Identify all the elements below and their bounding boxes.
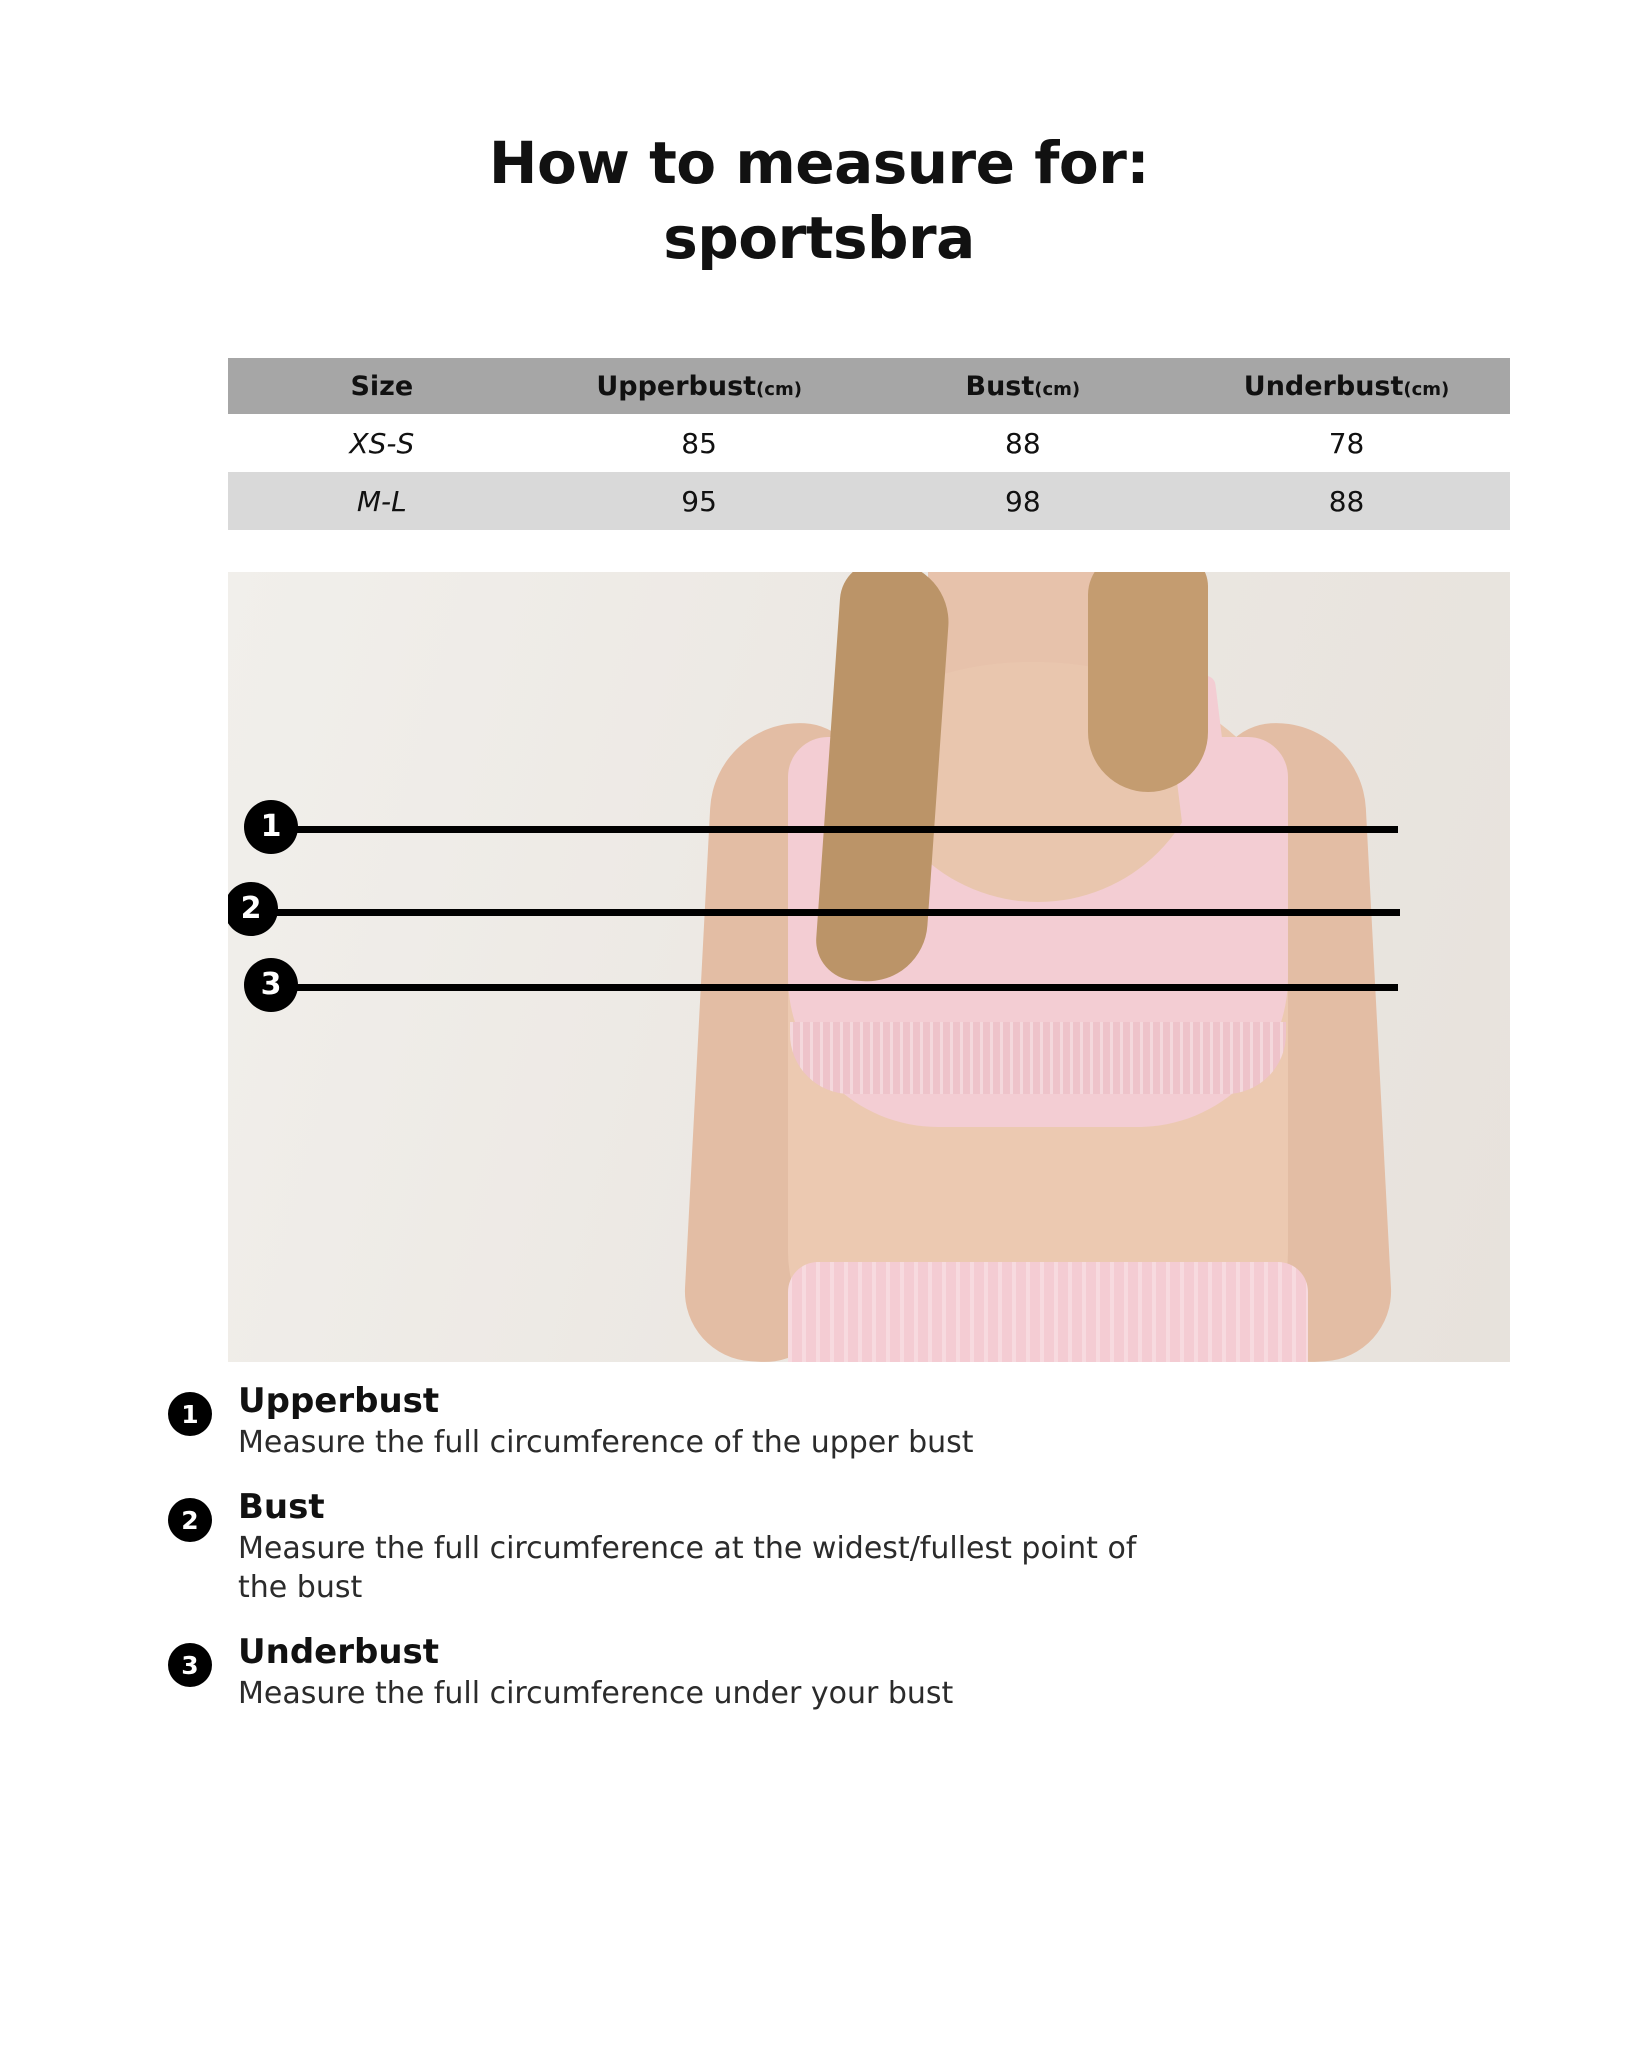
model-hair-right — [1088, 572, 1208, 792]
cell-size: XS-S — [349, 426, 415, 460]
column-header-underbust-unit: (cm) — [1403, 378, 1450, 400]
legend-title-upperbust: Upperbust — [238, 1381, 440, 1421]
measure-marker-1: 1 — [244, 800, 298, 854]
page-title — [0, 130, 1638, 271]
column-header-size: Size — [228, 358, 536, 414]
table-row — [228, 472, 1510, 530]
column-header-bust-unit: (cm) — [1034, 378, 1081, 400]
table-header-row — [228, 358, 1510, 414]
legend-badge-3: 3 — [168, 1643, 212, 1687]
title-line-1: How to measure for: — [488, 129, 1150, 197]
legend-desc-bust: Measure the full circumference at the widest/fullest point of the bust — [238, 1531, 1137, 1606]
table-row — [228, 414, 1510, 472]
column-header-upperbust-label: Upperbust — [596, 370, 757, 402]
cell-size: M-L — [356, 484, 407, 518]
legend-title-bust: Bust — [238, 1487, 325, 1528]
measure-marker-3: 3 — [244, 958, 298, 1012]
legend-title-underbust: Underbust — [238, 1632, 440, 1673]
model-shorts — [788, 1262, 1308, 1362]
size-table — [228, 358, 1510, 530]
cell-underbust: 88 — [1328, 484, 1365, 518]
measure-line-3 — [288, 984, 1398, 991]
measurement-photo — [228, 572, 1510, 1362]
measure-line-1 — [288, 826, 1398, 833]
legend-desc-underbust: Measure the full circumference under your bust — [238, 1676, 954, 1712]
cell-bust: 98 — [1005, 484, 1041, 518]
column-header-upperbust-unit: (cm) — [756, 378, 802, 400]
column-header-bust-label: Bust — [965, 370, 1035, 402]
column-header-underbust-label: Underbust — [1243, 370, 1404, 402]
column-header-upperbust — [536, 358, 863, 414]
legend-item-bust — [168, 1488, 1468, 1607]
size-table-header — [228, 358, 1510, 414]
legend-item-upperbust — [168, 1382, 1468, 1462]
cell-upperbust: 85 — [681, 426, 717, 460]
legend-desc-upperbust: Measure the full circumference of the upper bust — [238, 1425, 974, 1461]
measure-line-2 — [268, 909, 1400, 916]
legend — [168, 1382, 1468, 1739]
measure-marker-2: 2 — [228, 882, 278, 936]
column-header-bust — [863, 358, 1184, 414]
cell-bust: 88 — [1005, 426, 1041, 460]
title-line-2: sportsbra — [663, 203, 975, 272]
legend-item-underbust — [168, 1633, 1468, 1713]
size-table-body — [228, 414, 1510, 530]
cell-underbust: 78 — [1328, 426, 1365, 460]
legend-badge-2: 2 — [168, 1498, 212, 1542]
column-header-underbust — [1183, 358, 1510, 414]
legend-badge-1: 1 — [168, 1392, 212, 1436]
cell-upperbust: 95 — [681, 484, 717, 518]
sports-bra-band — [790, 1022, 1286, 1094]
